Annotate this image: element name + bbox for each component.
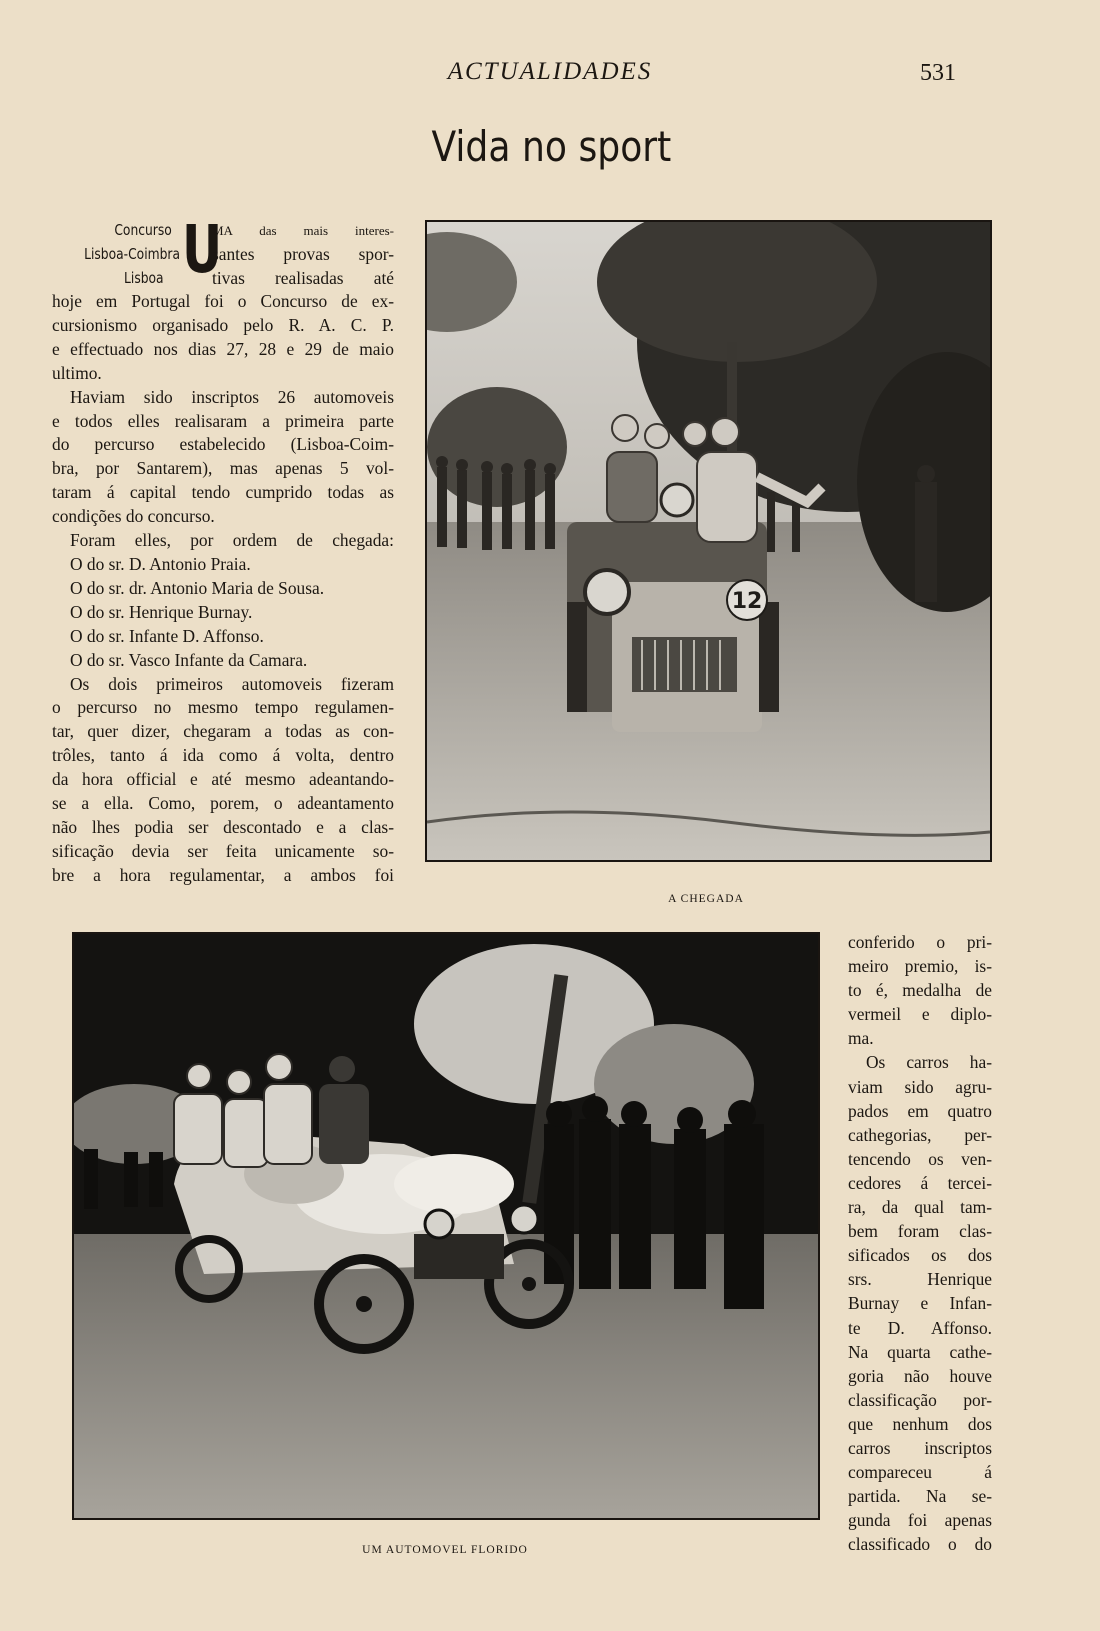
body-line: bra, por Santarem), mas apenas 5 vol- <box>52 458 394 479</box>
body-line: O do sr. Infante D. Affonso. <box>70 625 264 646</box>
body-line: conferido o pri- <box>848 932 992 952</box>
drop-cap: U <box>182 211 223 288</box>
body-line: condições do concurso. <box>52 506 215 527</box>
body-line: viam sido agru- <box>848 1076 992 1097</box>
body-line: Burnay e Infan- <box>848 1293 992 1314</box>
body-line: gunda foi apenas <box>848 1510 992 1531</box>
body-line: Os carros ha- <box>866 1052 992 1073</box>
photo-arrival <box>425 220 992 862</box>
body-line: bem foram clas- <box>848 1221 992 1242</box>
intro-line: santes provas spor- <box>212 243 394 264</box>
sidenote-line: Lisboa <box>124 269 164 287</box>
intro-block <box>52 211 394 290</box>
body-line: tencendo os ven- <box>848 1148 992 1169</box>
intro-line-text: MA das mais interes- <box>212 223 394 238</box>
right-column <box>848 930 992 1556</box>
body-line: te D. Affonso. <box>848 1317 992 1338</box>
sidenote-line: Concurso <box>114 221 172 239</box>
body-line: meiro premio, is- <box>848 956 992 977</box>
body-line: goria não houve <box>848 1365 992 1386</box>
body-line: cursionismo organisado pelo R. A. C. P. <box>52 314 394 335</box>
body-line: trôles, tanto á ida como á volta, dentro <box>52 745 394 766</box>
body-line: Foram elles, por ordem de chegada: <box>70 530 394 551</box>
body-line: se a ella. Como, porem, o adeantamento <box>52 793 394 814</box>
body-line: O do sr. dr. Antonio Maria de Sousa. <box>70 577 325 598</box>
caption-arrival: A CHEGADA <box>668 893 744 905</box>
photo-flowered-car <box>72 932 820 1520</box>
body-line: classificado o do <box>848 1534 992 1555</box>
body-line: e todos elles realisaram a primeira parte <box>52 410 394 431</box>
body-line: o percurso no mesmo tempo regulamen- <box>52 697 394 718</box>
body-line: sificação devia ser feita unicamente so- <box>52 840 394 861</box>
intro-text <box>212 218 394 291</box>
body-line: e effectuado nos dias 27, 28 e 29 de maio <box>52 338 394 359</box>
intro-line <box>212 218 394 243</box>
body-line: hoje em Portugal foi o Concurso de ex- <box>52 291 394 311</box>
body-line: ma. <box>848 1028 874 1049</box>
body-line: Na quarta cathe- <box>848 1341 992 1362</box>
article-title: Vida no sport <box>431 122 672 171</box>
sidenote-line: Lisboa-Coimbra <box>84 245 180 263</box>
sidenote <box>75 218 180 290</box>
car-number: 12 <box>731 589 763 614</box>
body-line: Os dois primeiros automoveis fizeram <box>70 673 394 694</box>
body-line: O do sr. Henrique Burnay. <box>70 601 253 622</box>
body-line: Haviam sido inscriptos 26 automoveis <box>70 386 394 407</box>
body-line: partida. Na se- <box>848 1486 992 1507</box>
body-line: cedores á tercei- <box>848 1172 992 1193</box>
page-number: 531 <box>920 60 956 86</box>
body-line: taram á capital tendo cumprido todas as <box>52 482 394 503</box>
body-line: vermeil e diplo- <box>848 1004 992 1025</box>
body-line: bre a hora regulamentar, a ambos foi <box>52 864 394 885</box>
body-line: pados em quatro <box>848 1100 992 1121</box>
body-line: cathegorias, per- <box>848 1124 992 1145</box>
body-line: compareceu á <box>848 1462 992 1483</box>
body-line: O do sr. D. Antonio Praia. <box>70 553 251 574</box>
body-line: tar, quer dizer, chegaram a todas as con- <box>52 721 394 742</box>
body-line: sificados os dos <box>848 1245 992 1266</box>
body-line: classificação por- <box>848 1389 992 1410</box>
photo-flowered-car-image <box>74 934 818 1518</box>
caption-flowered-car: UM AUTOMOVEL FLORIDO <box>362 1544 528 1556</box>
left-column <box>52 211 394 888</box>
body-line: carros inscriptos <box>848 1437 992 1458</box>
body-line: que nenhum dos <box>848 1413 992 1434</box>
intro-line: tivas realisadas até <box>212 267 394 288</box>
running-head: ACTUALIDADES <box>447 58 653 85</box>
body-line: to é, medalha de <box>848 980 992 1001</box>
body-line: da hora official e até mesmo adeantando- <box>52 769 394 790</box>
body-line: não lhes podia ser descontado e a clas- <box>52 816 394 837</box>
body-line: do percurso estabelecido (Lisboa-Coim- <box>52 434 394 455</box>
body-line: srs. Henrique <box>848 1269 992 1290</box>
body-line: ra, da qual tam- <box>848 1197 992 1218</box>
body-line: ultimo. <box>52 362 102 383</box>
photo-arrival-image <box>427 222 990 860</box>
body-line: O do sr. Vasco Infante da Camara. <box>70 649 308 670</box>
